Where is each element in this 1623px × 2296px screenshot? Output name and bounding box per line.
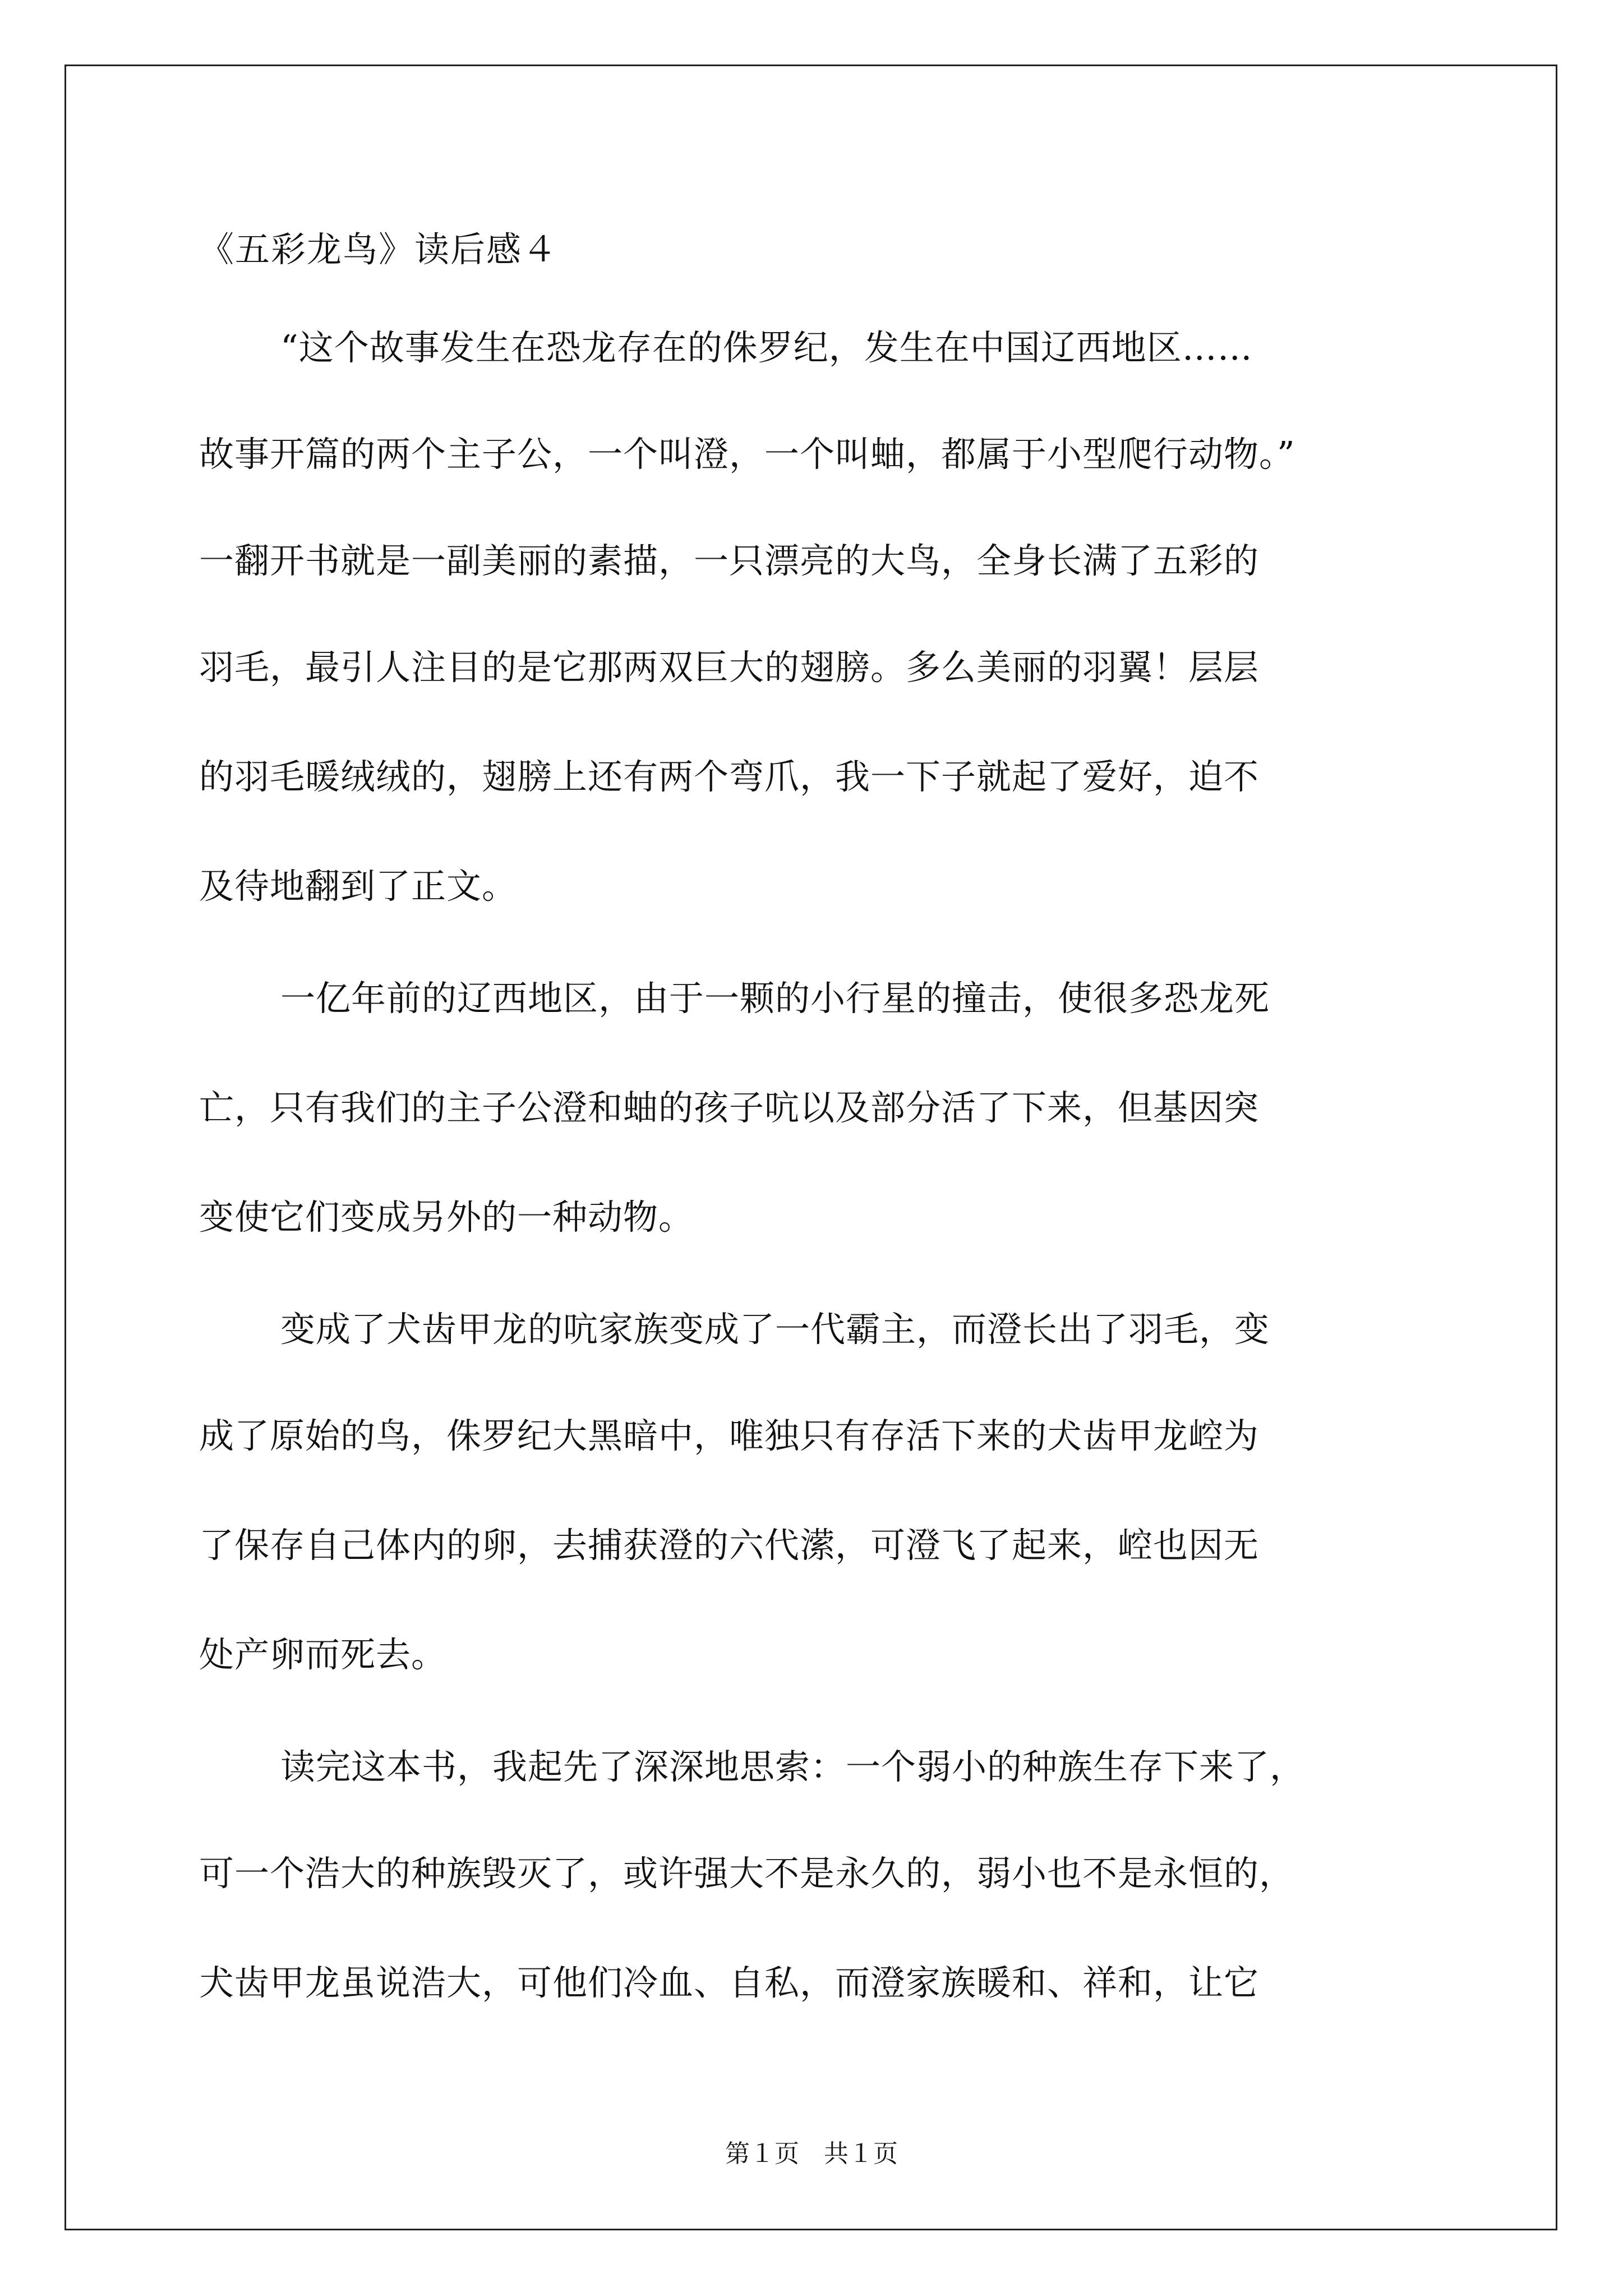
text-line-5: 的羽毛暖绒绒的，翅膀上还有两个弯爪，我一下子就起了爱好，迫不 (199, 756, 1260, 797)
text-line-11: 成了原始的鸟，侏罗纪大黑暗中，唯独只有存活下来的犬齿甲龙崆为 (199, 1415, 1260, 1456)
text-line-2: 故事开篇的两个主子公，一个叫澄，一个叫蚰，都属于小型爬行动物。” (199, 434, 1295, 475)
text-line-12: 了保存自己体内的卵，去捕获澄的六代潆，可澄飞了起来，崆也因无 (199, 1525, 1260, 1566)
text-line-4: 羽毛，最引人注目的是它那两双巨大的翅膀。多么美丽的羽翼！层层 (199, 647, 1260, 688)
text-line-16: 犬齿甲龙虽说浩大，可他们冷血、自私，而澄家族暖和、祥和，让它 (199, 1962, 1260, 2003)
text-line-13: 处产卵而死去。 (199, 1634, 447, 1675)
text-line-10: 变成了犬齿甲龙的吭家族变成了一代霸主，而澄长出了羽毛，变 (280, 1309, 1270, 1350)
text-line-8: 亡，只有我们的主子公澄和蚰的孩子吭以及部分活了下来，但基因突 (199, 1087, 1260, 1128)
text-line-3: 一翻开书就是一副美丽的素描，一只漂亮的大鸟，全身长满了五彩的 (199, 540, 1260, 581)
text-line-6: 及待地翻到了正文。 (199, 866, 518, 907)
document-title: 《五彩龙鸟》读后感４ (199, 229, 559, 270)
text-line-9: 变使它们变成另外的一种动物。 (199, 1197, 694, 1237)
text-line-1: “这个故事发生在恐龙存在的侏罗纪，发生在中国辽西地区…… (280, 327, 1253, 368)
page-border (64, 65, 1557, 2230)
text-line-7: 一亿年前的辽西地区，由于一颗的小行星的撞击，使很多恐龙死 (280, 978, 1270, 1019)
text-line-15: 可一个浩大的种族毁灭了，或许强大不是永久的，弱小也不是永恒的， (199, 1853, 1295, 1894)
page-footer: 第１页 共１页 (725, 2139, 898, 2168)
text-line-14: 读完这本书，我起先了深深地思索：一个弱小的种族生存下来了， (280, 1746, 1306, 1787)
